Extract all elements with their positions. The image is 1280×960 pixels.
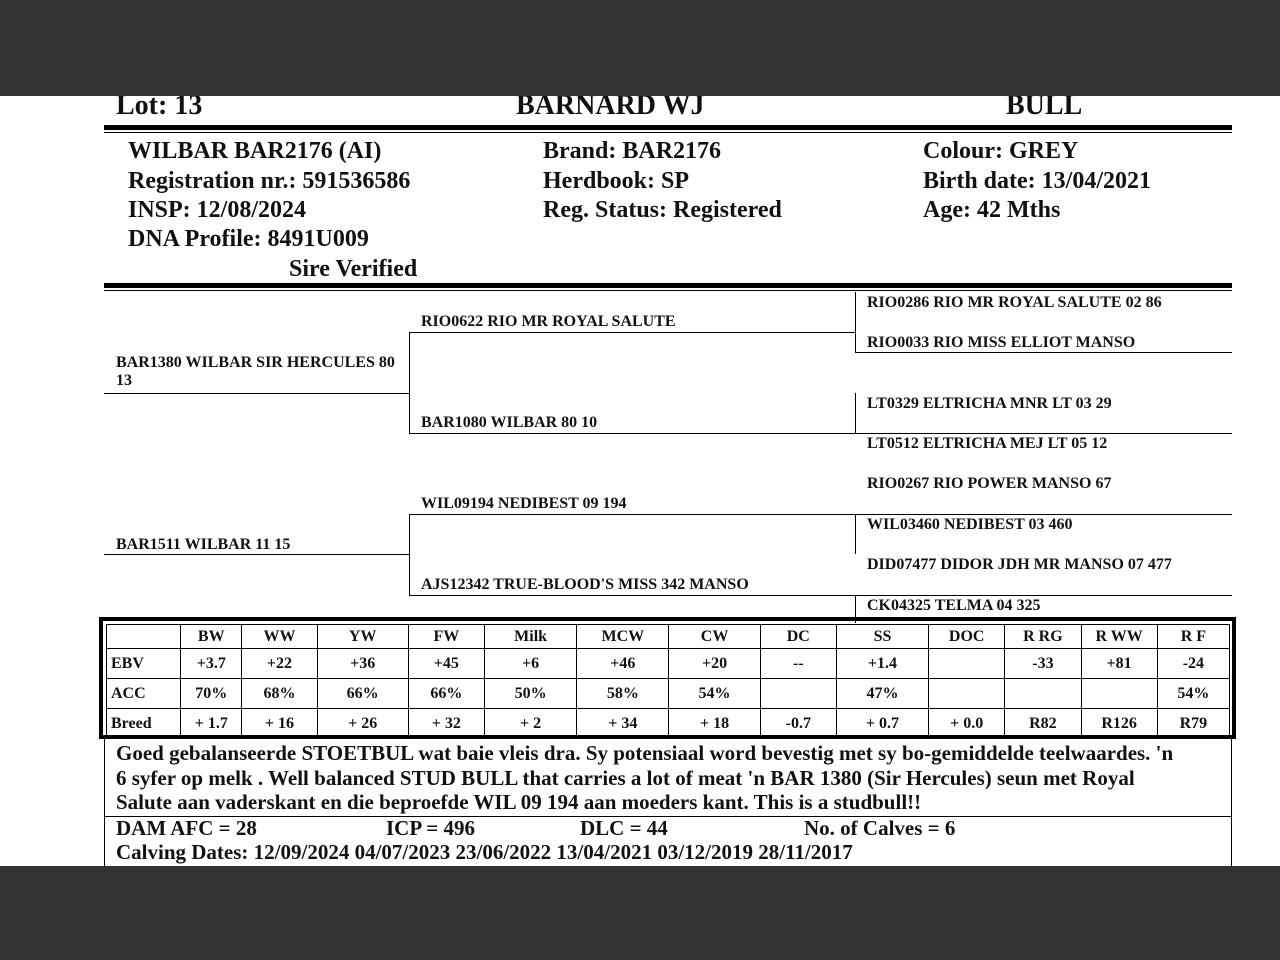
age: Age: 42 Mths	[923, 197, 1061, 223]
ebv-cell: + 2	[484, 709, 576, 739]
ebv-cell: 58%	[577, 679, 669, 709]
ebv-cell: 54%	[1157, 679, 1229, 709]
ebv-cell: -24	[1157, 649, 1229, 679]
pedigree-line	[855, 595, 1232, 596]
ebv-cell: +46	[577, 649, 669, 679]
pedigree-sire-dam: BAR1080 WILBAR 80 10	[421, 414, 598, 431]
info-divider-thick	[104, 283, 1232, 288]
ebv-cell: 50%	[484, 679, 576, 709]
ebv-cell: +20	[669, 649, 760, 679]
pedigree-ggp-6: WIL03460 NEDIBEST 03 460	[867, 516, 1073, 533]
ebv-cell: + 26	[317, 709, 408, 739]
ebv-cell: + 32	[408, 709, 484, 739]
ebv-cell: + 0.0	[929, 709, 1005, 739]
sire-verified: Sire Verified	[289, 256, 418, 282]
pedigree-line	[409, 433, 855, 434]
ebv-cell: + 1.7	[181, 709, 242, 739]
ebv-column-header: DOC	[929, 625, 1005, 649]
pedigree-dam: BAR1511 WILBAR 11 15	[116, 536, 291, 553]
ebv-cell: 47%	[836, 679, 928, 709]
comment-line-2: 6 syfer op melk . Well balanced STUD BULL that carries a lot of meat 'n BAR 1380 (Sir Hercules) seun met Royal	[116, 766, 1135, 790]
ebv-cell: -33	[1005, 649, 1081, 679]
ebv-cell: +6	[484, 649, 576, 679]
info-divider-thin	[104, 290, 1232, 291]
pedigree-line	[409, 514, 855, 515]
ebv-cell: +22	[242, 649, 317, 679]
header-divider-thick	[104, 125, 1232, 130]
ebv-cell: +81	[1081, 649, 1157, 679]
pedigree-ggp-7: DID07477 DIDOR JDH MR MANSO 07 477	[867, 556, 1172, 573]
ebv-cell: + 18	[669, 709, 760, 739]
pedigree-line	[409, 595, 855, 596]
ebv-cell: +36	[317, 649, 408, 679]
pedigree-bracket	[855, 292, 856, 352]
ebv-cell: + 0.7	[836, 709, 928, 739]
inspection-date: INSP: 12/08/2024	[128, 197, 307, 223]
ebv-column-header: YW	[317, 625, 408, 649]
ebv-cell	[1005, 679, 1081, 709]
dam-number-of-calves: No. of Calves = 6	[804, 816, 956, 840]
registration-status: Reg. Status: Registered	[543, 197, 782, 223]
ebv-corner-cell	[107, 625, 181, 649]
ebv-column-header: BW	[181, 625, 242, 649]
ebv-cell: + 16	[242, 709, 317, 739]
ebv-cell: + 34	[577, 709, 669, 739]
ebv-cell: +45	[408, 649, 484, 679]
dam-dlc: DLC = 44	[580, 816, 668, 840]
dna-profile: DNA Profile: 8491U009	[128, 226, 369, 252]
ebv-row-ebv	[107, 649, 1230, 679]
pedigree-line	[855, 514, 1232, 515]
ebv-cell	[929, 679, 1005, 709]
ebv-cell: 66%	[408, 679, 484, 709]
dam-icp: ICP = 496	[386, 816, 475, 840]
ebv-row-label: EBV	[107, 649, 181, 679]
pedigree-ggp-3: LT0329 ELTRICHA MNR LT 03 29	[867, 395, 1112, 412]
ebv-table	[106, 624, 1230, 739]
ebv-cell	[929, 649, 1005, 679]
pedigree-ggp-1: RIO0286 RIO MR ROYAL SALUTE 02 86	[867, 294, 1162, 311]
ebv-cell: 68%	[242, 679, 317, 709]
ebv-row-acc	[107, 679, 1230, 709]
ebv-column-header: DC	[760, 625, 836, 649]
animal-name: WILBAR BAR2176 (AI)	[128, 138, 382, 164]
ebv-column-header: FW	[408, 625, 484, 649]
pedigree-ggp-2: RIO0033 RIO MISS ELLIOT MANSO	[867, 334, 1136, 351]
birth-date: Birth date: 13/04/2021	[923, 168, 1151, 194]
ebv-cell: --	[760, 649, 836, 679]
ebv-column-header: Milk	[484, 625, 576, 649]
sale-catalogue-page	[0, 96, 1280, 866]
ebv-cell: R79	[1157, 709, 1229, 739]
ebv-column-header: R F	[1157, 625, 1229, 649]
ebv-cell: 54%	[669, 679, 760, 709]
pedigree-bracket	[855, 393, 856, 433]
pedigree-ggp-8: CK04325 TELMA 04 325	[867, 597, 1041, 614]
comment-line-3: Salute aan vaderskant en die beproefde WIL 09 194 aan moeders kant. This is a studbull!!	[116, 790, 922, 814]
pedigree-line	[104, 554, 409, 555]
colour: Colour: GREY	[923, 138, 1079, 164]
pedigree-dam-sire: WIL09194 NEDIBEST 09 194	[421, 495, 627, 512]
pedigree-ggp-5: RIO0267 RIO POWER MANSO 67	[867, 475, 1112, 492]
ebv-cell: -0.7	[760, 709, 836, 739]
ebv-column-header: WW	[242, 625, 317, 649]
ebv-row-breed	[107, 709, 1230, 739]
lot-number: Lot: 13	[116, 96, 203, 121]
ebv-row-label: ACC	[107, 679, 181, 709]
pedigree-sire-sire: RIO0622 RIO MR ROYAL SALUTE	[421, 313, 676, 330]
ebv-column-header: R WW	[1081, 625, 1157, 649]
ebv-column-header: R RG	[1005, 625, 1081, 649]
ebv-cell	[760, 679, 836, 709]
breeder-name: BARNARD WJ	[516, 96, 705, 121]
pedigree-line	[104, 393, 409, 394]
pedigree-dam-dam: AJS12342 TRUE-BLOOD'S MISS 342 MANSO	[421, 576, 749, 593]
pedigree-bracket	[855, 514, 856, 554]
ebv-column-header: SS	[836, 625, 928, 649]
ebv-column-header: MCW	[577, 625, 669, 649]
pedigree-line	[855, 352, 1232, 353]
pedigree-ggp-4: LT0512 ELTRICHA MEJ LT 05 12	[867, 435, 1108, 452]
brand: Brand: BAR2176	[543, 138, 722, 164]
ebv-cell	[1081, 679, 1157, 709]
pedigree-line	[409, 332, 855, 333]
pedigree-line	[855, 433, 1232, 434]
ebv-row-label: Breed	[107, 709, 181, 739]
pedigree-bracket	[409, 332, 410, 434]
herdbook: Herdbook: SP	[543, 168, 690, 194]
animal-type: BULL	[1006, 96, 1083, 121]
ebv-header-row	[107, 625, 1230, 649]
ebv-column-header: CW	[669, 625, 760, 649]
pedigree-sire: BAR1380 WILBAR SIR HERCULES 80 13	[116, 354, 395, 389]
ebv-cell: R126	[1081, 709, 1157, 739]
ebv-cell: 66%	[317, 679, 408, 709]
pedigree-bracket	[409, 514, 410, 596]
ebv-cell: R82	[1005, 709, 1081, 739]
ebv-cell: 70%	[181, 679, 242, 709]
comment-line-1: Goed gebalanseerde STOETBUL wat baie vleis dra. Sy potensiaal word bevestig met sy bo-gemiddelde teelwaardes. 'n	[116, 741, 1174, 765]
registration-number: Registration nr.: 591536586	[128, 168, 411, 194]
ebv-cell: +1.4	[836, 649, 928, 679]
header-divider-thin	[104, 132, 1232, 133]
calving-dates: Calving Dates: 12/09/2024 04/07/2023 23/06/2022 13/04/2021 03/12/2019 28/11/2017	[116, 840, 853, 864]
dam-afc: DAM AFC = 28	[116, 816, 257, 840]
ebv-cell: +3.7	[181, 649, 242, 679]
